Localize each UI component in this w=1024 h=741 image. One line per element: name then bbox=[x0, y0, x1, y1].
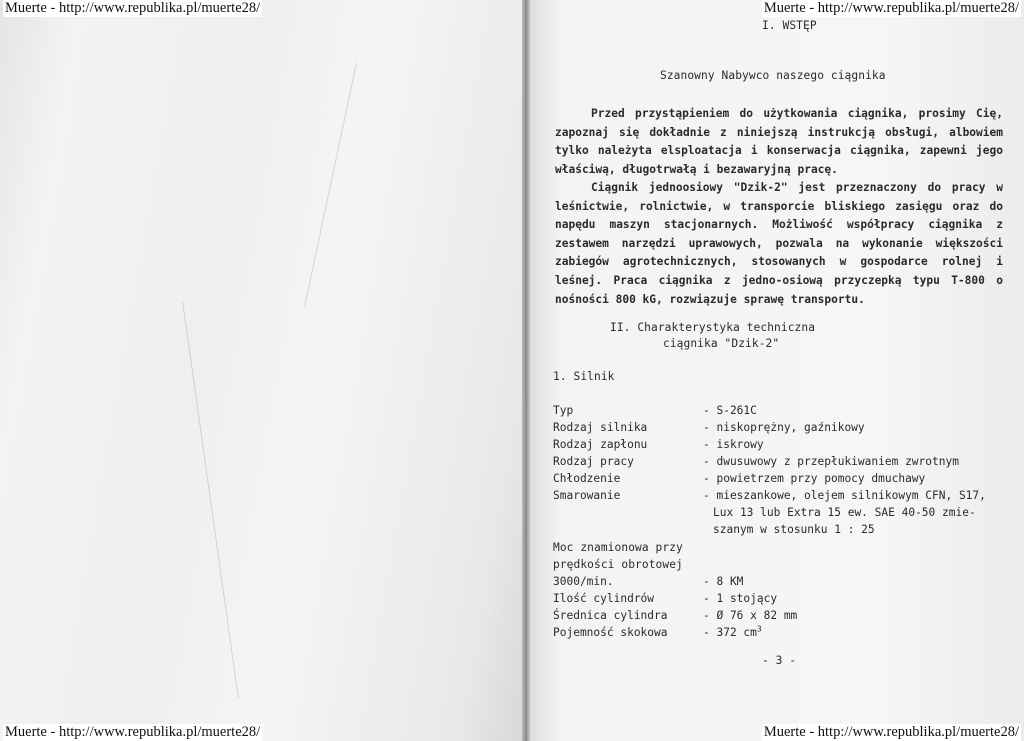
spec-value-text: - 372 cm bbox=[703, 626, 757, 639]
subsection-heading: 1. Silnik bbox=[553, 370, 615, 383]
spec-value: - powietrzem przy pomocy dmuchawy bbox=[703, 472, 926, 485]
superscript: 3 bbox=[756, 624, 762, 634]
spec-label: Rodzaj zapłonu bbox=[553, 438, 648, 451]
spec-value-continued: szanym w stosunku 1 : 25 bbox=[713, 523, 875, 536]
book-spine bbox=[522, 0, 530, 741]
spec-value bbox=[703, 624, 762, 641]
spec-value: - 8 KM bbox=[703, 575, 744, 588]
section-2-heading: II. Charakterystyka techniczna bbox=[610, 321, 816, 334]
section-2-subheading: ciągnika "Dzik-2" bbox=[663, 337, 780, 350]
paper-crease bbox=[304, 63, 357, 308]
paragraph-description bbox=[555, 179, 1003, 309]
spec-label: Chłodzenie bbox=[553, 472, 621, 485]
spec-label: Moc znamionowa przy bbox=[553, 541, 683, 554]
paragraph-intro bbox=[555, 105, 1003, 179]
spec-label: Pojemność skokowa bbox=[553, 626, 668, 639]
paragraph-text: Ciągnik jednoosiowy "Dzik-2" jest przeznaczony do pracy w leśnictwie, rolnictwie, w transporcie bliskiego zasięgu oraz do napędu maszyn stacjonarnych. Możliwość współpracy ciągnika z zestawem narzędzi uprawowych, pozwala na wykonanie większości zabiegów agrotechnicznych, stosowanych w gospodarce rolnej i leśnej. Praca ciągnika z jedno-osiową przyczepką typu T-800 o nośności 800 kG, rozwiązuje sprawę transportu. bbox=[555, 181, 1003, 306]
spec-value: - iskrowy bbox=[703, 438, 764, 451]
spec-value: - S-261C bbox=[703, 404, 757, 417]
spec-label: Rodzaj pracy bbox=[553, 455, 634, 468]
spec-value: - Ø 76 x 82 mm bbox=[703, 609, 798, 622]
spec-label: Średnica cylindra bbox=[553, 609, 668, 622]
paragraph-text: Przed przystąpieniem do użytkowania ciągnika, prosimy Cię, zapoznaj się dokładnie z niniejszą instrukcją obsługi, albowiem tylko należyta elsploatacja i konserwacja ciągnika, zapewni jego właściwą, długotrwałą i bezawaryjną pracę. bbox=[555, 107, 1003, 176]
spec-label: prędkości obrotowej bbox=[553, 558, 683, 571]
greeting: Szanowny Nabywco naszego ciągnika bbox=[660, 69, 886, 82]
spec-value: - dwusuwowy z przepłukiwaniem zwrotnym bbox=[703, 455, 959, 468]
spec-label: Ilość cylindrów bbox=[553, 592, 655, 605]
watermark-top-right: Muerte - http://www.republika.pl/muerte28/ bbox=[763, 0, 1019, 16]
page-number: - 3 - bbox=[762, 654, 797, 667]
watermark-top-left: Muerte - http://www.republika.pl/muerte28/ bbox=[5, 0, 261, 16]
spec-value: - mieszankowe, olejem silnikowym CFN, S17, bbox=[703, 489, 986, 502]
spec-value: - niskoprężny, gaźnikowy bbox=[703, 421, 865, 434]
spec-value-continued: Lux 13 lub Extra 15 ew. SAE 40-50 zmie- bbox=[713, 506, 976, 519]
spec-label: 3000/min. bbox=[553, 575, 614, 588]
watermark-bottom-left: Muerte - http://www.republika.pl/muerte28/ bbox=[5, 724, 261, 740]
spec-label: Typ bbox=[553, 404, 574, 417]
spec-value: - 1 stojący bbox=[703, 592, 778, 605]
spec-label: Rodzaj silnika bbox=[553, 421, 648, 434]
spec-label: Smarowanie bbox=[553, 489, 621, 502]
watermark-bottom-right: Muerte - http://www.republika.pl/muerte28/ bbox=[763, 724, 1019, 740]
paper-crease bbox=[182, 302, 239, 698]
section-heading: I. WSTĘP bbox=[762, 19, 817, 32]
